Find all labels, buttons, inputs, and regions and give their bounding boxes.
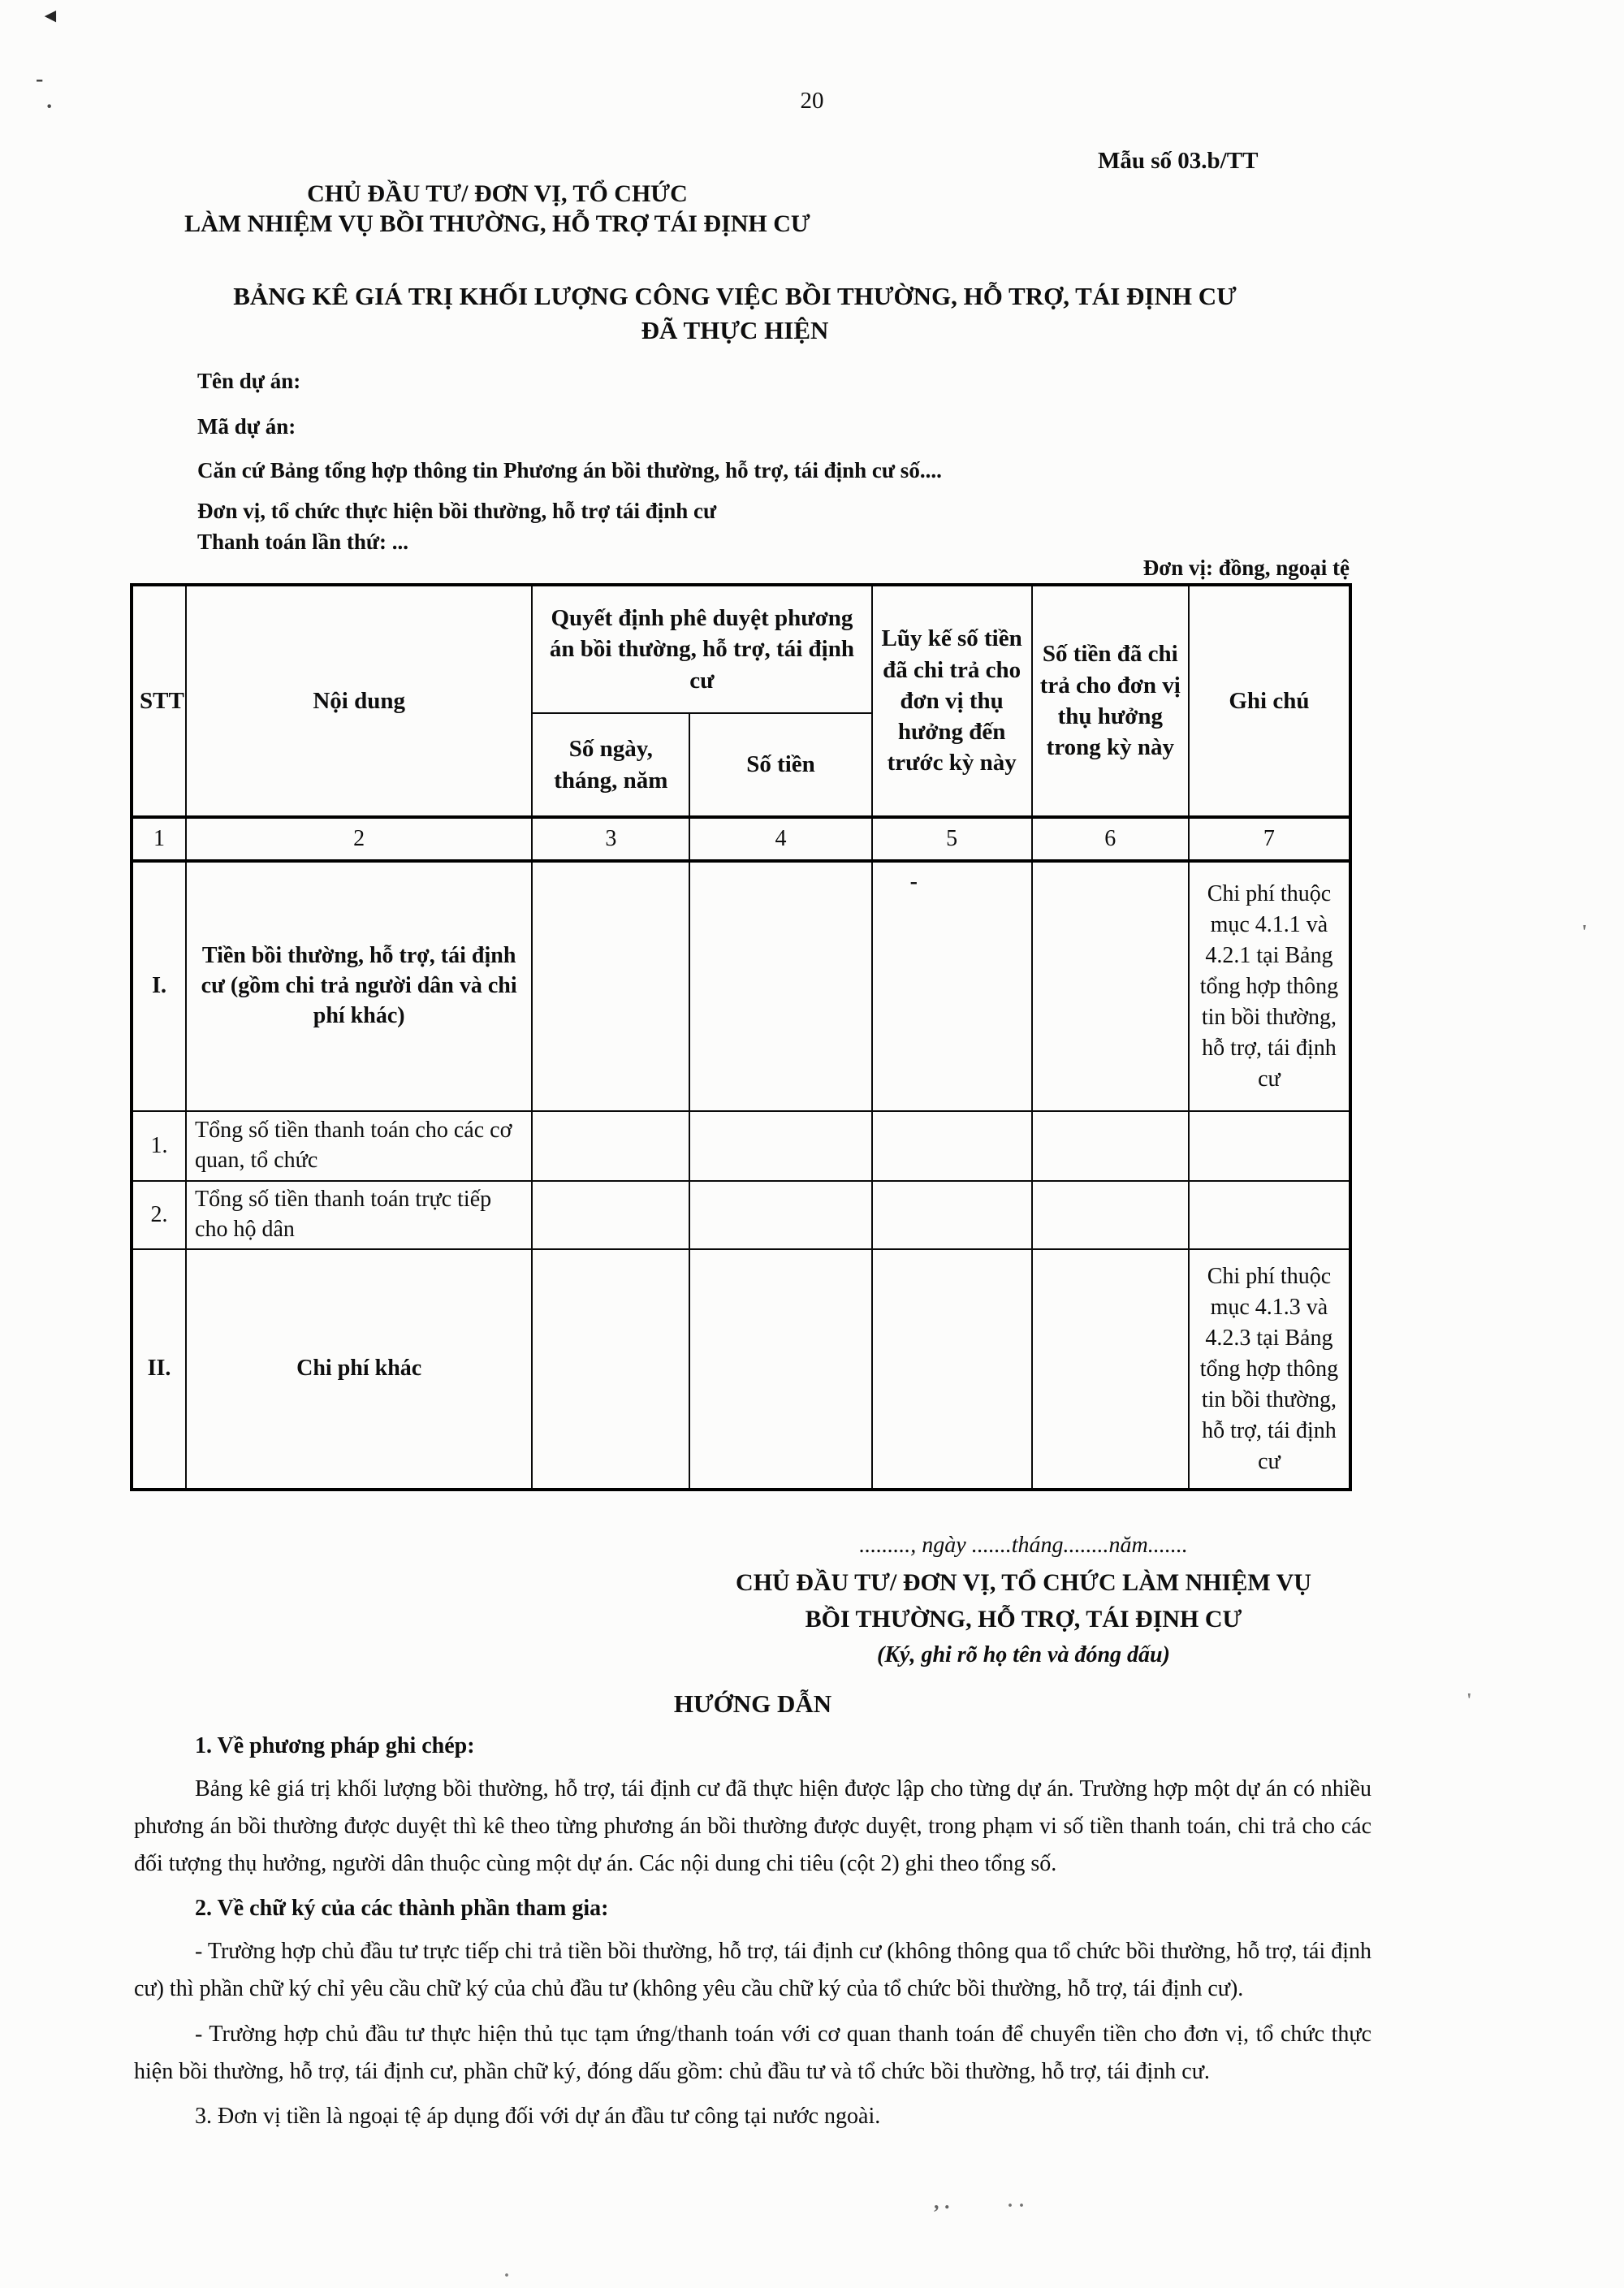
row-II-cell-5 bbox=[872, 1249, 1032, 1490]
form-code: Mẫu số 03.b/TT bbox=[1098, 148, 1259, 174]
row-I-stt: I. bbox=[132, 861, 186, 1111]
document-title-line2: ĐÃ THỰC HIỆN bbox=[641, 316, 829, 344]
row-I-cell-6 bbox=[1032, 861, 1189, 1111]
payment-statement-table bbox=[130, 583, 1352, 1491]
project-name-label: Tên dự án: bbox=[197, 369, 301, 393]
signature-role-line2: BỒI THƯỜNG, HỖ TRỢ, TÁI ĐỊNH CƯ bbox=[805, 1606, 1242, 1633]
signature-date-line: ........., ngày .......tháng........năm....... bbox=[859, 1533, 1188, 1558]
instructions-s2-heading: 2. Về chữ ký của các thành phần tham gia: bbox=[195, 1896, 609, 1921]
signature-role-line1: CHỦ ĐẦU TƯ/ ĐƠN VỊ, TỔ CHỨC LÀM NHIỆM VỤ bbox=[736, 1569, 1311, 1596]
currency-note: Đơn vị: đồng, ngoại tệ bbox=[1142, 556, 1350, 580]
row-1-noi-dung: Tổng số tiền thanh toán cho các cơ quan, tổ chức bbox=[186, 1111, 532, 1181]
scan-artifact: ◄ bbox=[41, 6, 60, 27]
scan-artifact: ' bbox=[1466, 1690, 1472, 1711]
col-header-so-tien-ky-nay: Số tiền đã chi trả cho đơn vị thụ hưởng trong kỳ này bbox=[1032, 585, 1189, 817]
col-header-so-tien: Số tiền bbox=[689, 713, 871, 817]
row-II-cell-4 bbox=[689, 1249, 871, 1490]
row-I-cell-5: - bbox=[872, 861, 1032, 1111]
row-1-cell-4 bbox=[689, 1111, 871, 1181]
column-number-5: 5 bbox=[872, 817, 1032, 861]
table-header-row-1 bbox=[132, 585, 1350, 713]
row-I-ghi-chu: Chi phí thuộc mục 4.1.1 và 4.2.1 tại Bảng tổng hợp thông tin bồi thường, hỗ trợ, tái định cư bbox=[1189, 861, 1350, 1111]
column-number-4: 4 bbox=[689, 817, 871, 861]
scan-artifact: , . bbox=[934, 2190, 950, 2213]
row-1-ghi-chu bbox=[1189, 1111, 1350, 1181]
instructions-s2-bullet2: - Trường hợp chủ đầu tư thực hiện thủ tục tạm ứng/thanh toán với cơ quan thanh toán để chuyển tiền cho đơn vị, tổ chức thực hiện bồi thường, hỗ trợ, tái định cư, phần chữ ký, đóng dấu gồm: chủ đầu tư và tổ chức bồi thường, hỗ trợ, tái định cư. bbox=[134, 2022, 1371, 2084]
basis-line: Căn cứ Bảng tổng hợp thông tin Phương án bồi thường, hỗ trợ, tái định cư số.... bbox=[197, 458, 942, 482]
row-2-cell-6 bbox=[1032, 1181, 1189, 1249]
payment-line: Thanh toán lần thứ: ... bbox=[197, 530, 409, 554]
col-header-luy-ke: Lũy kế số tiền đã chi trả cho đơn vị thụ hưởng đến trước kỳ này bbox=[872, 585, 1032, 817]
col-header-stt: STT bbox=[132, 585, 186, 817]
col-header-ghi-chu: Ghi chú bbox=[1189, 585, 1350, 817]
row-2-cell-3 bbox=[532, 1181, 689, 1249]
scan-artifact: · · bbox=[1007, 2195, 1026, 2217]
column-number-1: 1 bbox=[132, 817, 186, 861]
org-header-line1: CHỦ ĐẦU TƯ/ ĐƠN VỊ, TỔ CHỨC bbox=[307, 180, 688, 207]
row-I-cell-4 bbox=[689, 861, 871, 1111]
unit-line: Đơn vị, tổ chức thực hiện bồi thường, hỗ trợ tái định cư bbox=[197, 499, 717, 523]
row-1-stt: 1. bbox=[132, 1111, 186, 1181]
page-number: 20 bbox=[800, 88, 824, 114]
row-II-cell-3 bbox=[532, 1249, 689, 1490]
project-code-label: Mã dự án: bbox=[197, 414, 296, 439]
column-number-row bbox=[132, 817, 1350, 861]
column-number-7: 7 bbox=[1189, 817, 1350, 861]
row-2-stt: 2. bbox=[132, 1181, 186, 1249]
instructions-s1-paragraph: Bảng kê giá trị khối lượng bồi thường, hỗ trợ, tái định cư đã thực hiện được lập cho từng dự án. Trường hợp một dự án có nhiều phương án bồi thường được duyệt thì kê theo từng phương án bồi thường được duyệt, trong phạm vi số tiền thanh toán, chi trả cho các đối tượng thụ hưởng, người dân thuộc cùng một dự án. Các nội dung chi tiêu (cột 2) ghi theo tổng số. bbox=[134, 1776, 1371, 1876]
org-header-line2: LÀM NHIỆM VỤ BỒI THƯỜNG, HỖ TRỢ TÁI ĐỊNH CƯ bbox=[184, 210, 810, 237]
row-1-cell-3 bbox=[532, 1111, 689, 1181]
row-II-noi-dung: Chi phí khác bbox=[186, 1249, 532, 1490]
column-number-6: 6 bbox=[1032, 817, 1189, 861]
row-I-noi-dung: Tiền bồi thường, hỗ trợ, tái định cư (gồm chi trả người dân và chi phí khác) bbox=[186, 861, 532, 1111]
instructions-s2-bullet1: - Trường hợp chủ đầu tư trực tiếp chi trả tiền bồi thường, hỗ trợ, tái định cư (không thông qua tổ chức bồi thường, hỗ trợ, tái định cư) thì phần chữ ký chỉ yêu cầu chữ ký của chủ đầu tư (không yêu cầu chữ ký của tổ chức bồi thường, hỗ trợ, tái định cư). bbox=[134, 1939, 1371, 2001]
scan-artifact: - bbox=[36, 67, 44, 92]
row-1-cell-6 bbox=[1032, 1111, 1189, 1181]
row-I-cell-3 bbox=[532, 861, 689, 1111]
row-1-cell-5 bbox=[872, 1111, 1032, 1181]
col-header-quyet-dinh: Quyết định phê duyệt phương án bồi thường, hỗ trợ, tái định cư bbox=[532, 585, 871, 713]
scan-artifact: ' bbox=[1582, 922, 1587, 943]
row-2-ghi-chu bbox=[1189, 1181, 1350, 1249]
instructions-s1-heading: 1. Về phương pháp ghi chép: bbox=[195, 1733, 475, 1758]
document-title-line1: BẢNG KÊ GIÁ TRỊ KHỐI LƯỢNG CÔNG VIỆC BỒI THƯỜNG, HỖ TRỢ, TÁI ĐỊNH CƯ bbox=[233, 282, 1237, 310]
table-row-2 bbox=[132, 1181, 1350, 1249]
col-header-so-ngay: Số ngày, tháng, năm bbox=[532, 713, 689, 817]
scan-artifact: · bbox=[503, 2265, 511, 2286]
row-2-cell-5 bbox=[872, 1181, 1032, 1249]
row-II-cell-6 bbox=[1032, 1249, 1189, 1490]
org-header bbox=[166, 179, 828, 239]
col-header-noi-dung: Nội dung bbox=[186, 585, 532, 817]
row-2-cell-4 bbox=[689, 1181, 871, 1249]
instructions-s3-line: 3. Đơn vị tiền là ngoại tệ áp dụng đối với dự án đầu tư công tại nước ngoài. bbox=[195, 2104, 881, 2129]
signature-block bbox=[656, 1530, 1391, 1672]
instructions-section bbox=[134, 1688, 1371, 2134]
row-2-noi-dung: Tổng số tiền thanh toán trực tiếp cho hộ dân bbox=[186, 1181, 532, 1249]
column-number-3: 3 bbox=[532, 817, 689, 861]
table-row-II bbox=[132, 1249, 1350, 1490]
column-number-2: 2 bbox=[186, 817, 532, 861]
signature-instruction: (Ký, ghi rõ họ tên và đóng dấu) bbox=[877, 1642, 1170, 1667]
scan-artifact: · bbox=[45, 94, 54, 119]
meta-section bbox=[197, 367, 1253, 556]
document-title bbox=[134, 279, 1336, 348]
table-row-I bbox=[132, 861, 1350, 1111]
table-row-1 bbox=[132, 1111, 1350, 1181]
row-II-ghi-chu: Chi phí thuộc mục 4.1.3 và 4.2.3 tại Bảng tổng hợp thông tin bồi thường, hỗ trợ, tái định cư bbox=[1189, 1249, 1350, 1490]
instructions-title: HƯỚNG DẪN bbox=[673, 1689, 832, 1718]
row-II-stt: II. bbox=[132, 1249, 186, 1490]
